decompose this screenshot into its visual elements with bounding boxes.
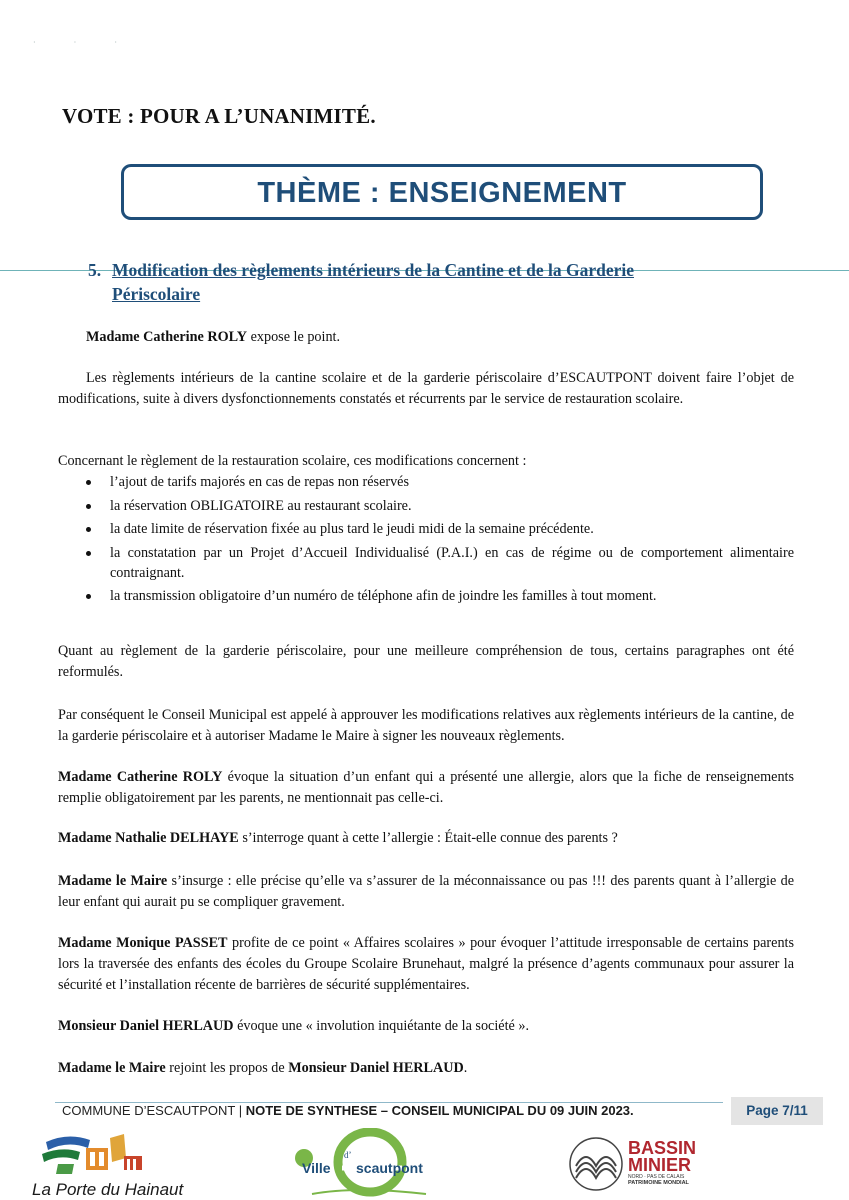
speaker-name: Madame Catherine ROLY	[86, 329, 248, 345]
porte-du-hainaut-name: La Porte du Hainaut	[32, 1180, 184, 1199]
paragraph-modifications-intro: Concernant le règlement de la restauration scolaire, ces modifications concernent :	[58, 453, 527, 469]
paragraph-garderie: Quant au règlement de la garderie périscolaire, pour une meilleure compréhension de tous, certains paragraphes ont été reformulés.	[58, 643, 794, 680]
ville-escautpont-logo	[286, 1128, 446, 1200]
list-item: la transmission obligatoire d’un numéro de téléphone afin de joindre les familles à tout moment.	[58, 586, 794, 606]
unesco-emblem-icon	[566, 1136, 626, 1196]
list-item: la date limite de réservation fixée au plus tard le jeudi midi de la semaine précédente.	[58, 519, 794, 539]
ville-d-label: d’	[344, 1150, 352, 1160]
minier-label: MINIER	[628, 1155, 691, 1175]
section-title	[88, 258, 728, 306]
paragraph-passet: Madame Monique PASSET profite de ce point « Affaires scolaires » pour évoquer l’attitude irresponsable de certains parents lors la traversée des enfants des écoles du Groupe Scolaire Brunehaut, malgré la présence d’agents communaux pour assurer la sécurité et l’installation récente de barrières de sécurité supplémentaires.	[58, 935, 794, 993]
speaker-name: Madame le Maire	[58, 873, 168, 889]
section-title-line1: Modification des règlements intérieurs de la Cantine et de la Garderie	[112, 260, 634, 280]
theme-title: THÈME : ENSEIGNEMENT	[257, 177, 627, 209]
speaker-name: Monsieur Daniel HERLAUD	[58, 1018, 234, 1034]
bullet-icon	[86, 504, 91, 509]
footer-text: COMMUNE D’ESCAUTPONT | NOTE DE SYNTHESE – CONSEIL MUNICIPAL DU 09 JUIN 2023.	[62, 1103, 634, 1118]
bullet-icon	[86, 551, 91, 556]
speaker-name: Monsieur Daniel HERLAUD	[288, 1060, 464, 1076]
porte-du-hainaut-emblem-icon	[28, 1128, 148, 1180]
footer-commune: COMMUNE D’ESCAUTPONT	[62, 1103, 236, 1118]
modifications-list	[58, 472, 794, 610]
paragraph-delhaye: Madame Nathalie DELHAYE s’interroge quant à cette l’allergie : Était-elle connue des parents ?	[58, 830, 618, 846]
bassin-label: BASSIN	[628, 1138, 697, 1158]
nord-pas-de-calais-label: NORD · PAS DE CALAIS	[628, 1174, 685, 1180]
paragraph-approval: Par conséquent le Conseil Municipal est appelé à approuver les modifications relatives aux règlements intérieurs de la cantine, de la garderie périscolaire et à autoriser Madame le Maire à signer les nouveaux règlements.	[58, 707, 794, 744]
speaker-name: Madame Nathalie DELHAYE	[58, 830, 239, 846]
theme-box	[121, 164, 763, 220]
vote-result: VOTE : POUR A L’UNANIMITÉ.	[62, 104, 376, 128]
bullet-icon	[86, 480, 91, 485]
scan-specks: · · ·	[33, 38, 135, 47]
paragraph-context: Les règlements intérieurs de la cantine scolaire et de la garderie périscolaire d’ESCAUTPONT doivent faire l’objet de modifications, suite à divers dysfonctionnements constatés et récurrents par le service de restauration scolaire.	[58, 370, 794, 407]
speaker-name: Madame Monique PASSET	[58, 935, 228, 951]
paragraph-maire-closing: Madame le Maire rejoint les propos de Monsieur Daniel HERLAUD.	[58, 1060, 468, 1076]
paragraph-herlaud: Monsieur Daniel HERLAUD évoque une « involution inquiétante de la société ».	[58, 1018, 530, 1034]
speaker-name: Madame le Maire	[58, 1060, 166, 1076]
bullet-icon	[86, 527, 91, 532]
section-number: 5.	[88, 260, 102, 280]
paragraph-roly: Madame Catherine ROLY évoque la situation d’un enfant qui a présenté une allergie, alors que la fiche de renseignements remplie obligatoirement par les parents, ne mentionnait pas celle-ci.	[58, 769, 794, 806]
bullet-icon	[86, 594, 91, 599]
list-item: la réservation OBLIGATOIRE au restaurant scolaire.	[58, 496, 794, 516]
list-item: la constatation par un Projet d’Accueil Individualisé (P.A.I.) en cas de régime ou de comportement alimentaire contraignant.	[58, 543, 794, 583]
ville-label: Ville	[302, 1160, 331, 1176]
paragraph-presenter: Madame Catherine ROLY expose le point.	[86, 329, 341, 345]
section-title-line2: Périscolaire	[112, 284, 201, 304]
patrimoine-mondial-label: PATRIMOINE MONDIAL	[628, 1180, 689, 1186]
escautpont-label: scautpont	[356, 1160, 423, 1176]
footer-document-title: NOTE DE SYNTHESE – CONSEIL MUNICIPAL DU 09 JUIN 2023.	[245, 1103, 634, 1118]
bassin-minier-logo	[566, 1128, 716, 1200]
paragraph-maire: Madame le Maire s’insurge : elle précise qu’elle va s’assurer de la méconnaissance ou pas !!! des parents quant à l’allergie de leur enfant qui aurait pu se compliquer gravement.	[58, 873, 794, 910]
speaker-name: Madame Catherine ROLY	[58, 769, 223, 785]
page-number: Page 7/11	[731, 1097, 823, 1125]
porte-du-hainaut-logo	[28, 1128, 228, 1200]
list-item: l’ajout de tarifs majorés en cas de repas non réservés	[58, 472, 794, 492]
